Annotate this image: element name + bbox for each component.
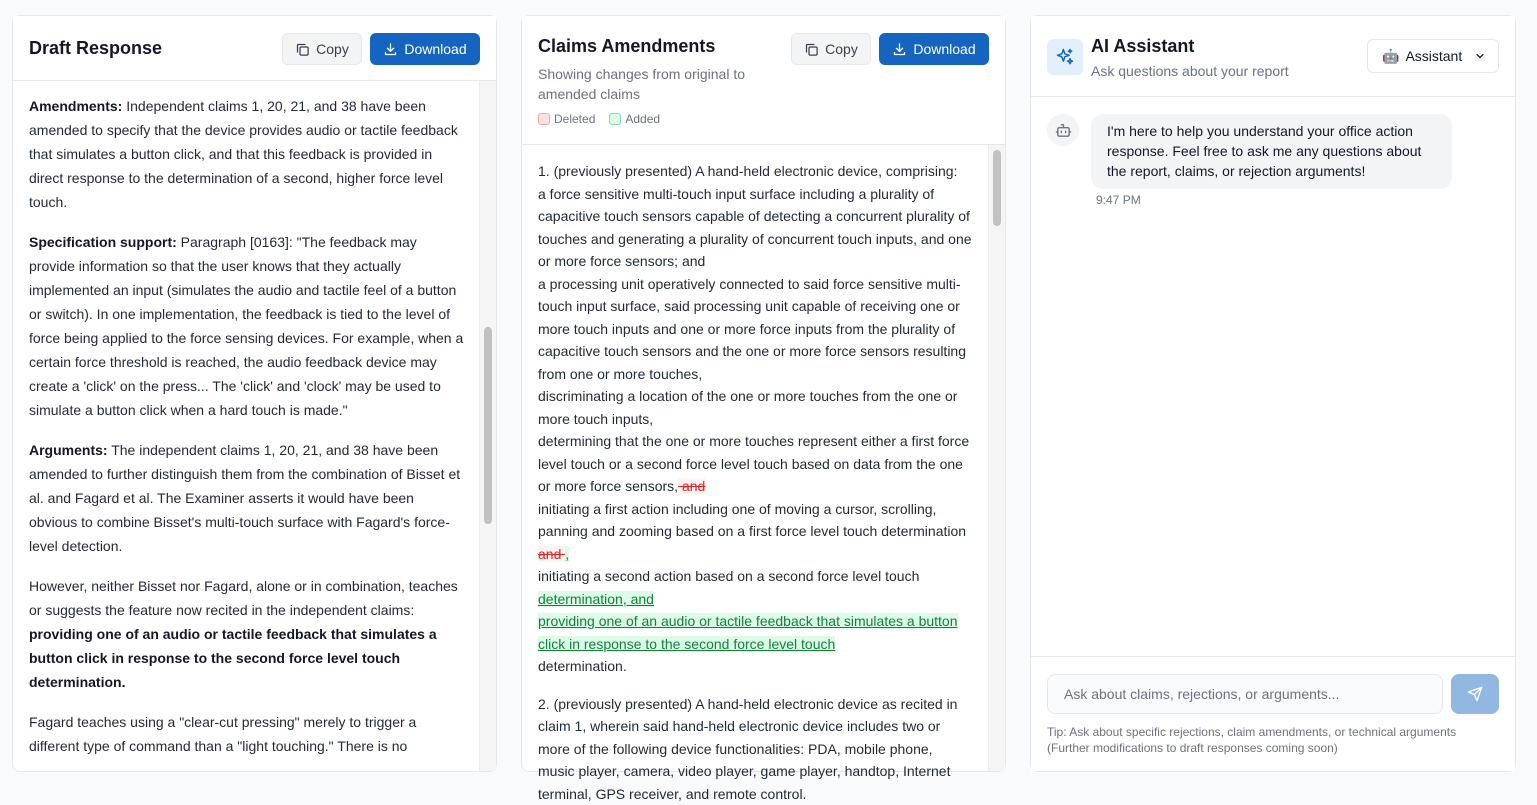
claims-amendments-subtitle: Showing changes from original to amended claims	[538, 64, 788, 104]
amendments-paragraph	[29, 94, 465, 214]
draft-scrollbar-thumb[interactable]	[484, 327, 492, 524]
claim-1-element-determining: determining that the one or more touches represent either a first force level touch or a second force level touch based on data from the one or more force sensors,	[538, 433, 969, 494]
chat-input[interactable]	[1047, 674, 1443, 714]
specification-text: Paragraph [0163]: "The feedback may provide information so that the user knows that they actually implemented an input (simulates the audio and tactile feel of a button or switch). In one implementation, the feedback is tied to the level of force being applied to the force sensing devices. For example, when a certain force threshold is reached, the audio feedback device may create a 'click' on the press... The 'click' and 'clock' may be used to simulate a button click when a hard touch is made."	[29, 234, 463, 418]
copy-icon	[295, 42, 310, 57]
claim-1	[538, 160, 972, 678]
however-paragraph	[29, 574, 465, 694]
claim-1-element-processing: a processing unit operatively connected to said force sensitive multi-touch input surface, said processing unit capable of receiving one or more touch inputs and one or more force inputs from the plurality of capacitive touch sensors and the one or more force sensors resulting from one or more touches,	[538, 276, 966, 382]
claim-1-element-discriminating: discriminating a location of the one or more touches from the one or more touch inputs,	[538, 388, 957, 427]
claims-copy-label: Copy	[825, 41, 858, 57]
ai-assistant-header	[1031, 16, 1515, 97]
fagard-paragraph	[29, 710, 465, 758]
claims-amendments-header	[522, 16, 1005, 145]
amendments-text: Independent claims 1, 20, 21, and 38 have been amended to specify that the device provides audio or tactile feedback that simulates a button click, and that this feedback is provided in direct response to the determination of a second, higher force level touch.	[29, 98, 458, 210]
arguments-label: Arguments:	[29, 442, 108, 458]
robot-emoji-icon: 🤖	[1382, 48, 1399, 65]
claims-amendments-panel	[521, 15, 1006, 772]
draft-response-content	[13, 81, 465, 758]
download-icon	[892, 42, 907, 57]
claims-scrollbar-thumb[interactable]	[993, 150, 1001, 226]
claims-content	[522, 145, 972, 805]
deleted-text: and	[678, 478, 705, 494]
assistant-message-bubble: I'm here to help you understand your office action response. Feel free to ask me any questions about the report, claims, or rejection arguments!	[1091, 114, 1452, 189]
message-timestamp: 9:47 PM	[1096, 193, 1141, 207]
amendments-label: Amendments:	[29, 98, 122, 114]
arguments-text: The independent claims 1, 20, 21, and 38 have been amended to further distinguish them from the combination of Bisset et al. and Fagard et al. The Examiner asserts it would have been obvious to combine Bisset's multi-touch surface with Fagard's force-level detection.	[29, 442, 460, 554]
deleted-text: and	[538, 546, 565, 562]
draft-response-panel	[12, 15, 497, 772]
draft-response-header	[13, 16, 496, 81]
claim-1-element-first-action: initiating a first action including one of moving a cursor, scrolling, panning and zooming based on a first force level touch determination	[538, 501, 966, 540]
claim-1-element-second-action: initiating a second action based on a second force level touch	[538, 568, 919, 584]
draft-download-label: Download	[404, 41, 466, 57]
claim-1-preamble: 1. (previously presented) A hand-held electronic device, comprising:	[538, 163, 957, 179]
draft-response-title: Draft Response	[29, 38, 162, 59]
draft-scrollbar[interactable]	[479, 81, 496, 771]
legend-added-label: Added	[625, 112, 660, 126]
added-text: providing one of an audio or tactile feedback that simulates a button click in response to the second force level touch	[538, 613, 958, 652]
however-text: However, neither Bisset nor Fagard, alone or in combination, teaches or suggests the feature now recited in the independent claims:	[29, 578, 458, 618]
added-text: determination, and	[538, 591, 654, 607]
copy-icon	[804, 42, 819, 57]
added-swatch	[609, 113, 621, 125]
claims-scrollbar[interactable]	[988, 145, 1005, 771]
legend-added	[609, 112, 660, 126]
fagard-text: Fagard teaches using a "clear-cut pressing" merely to trigger a different type of command than a "light touching." There is no	[29, 714, 416, 754]
bot-icon	[1055, 122, 1072, 139]
ai-assistant-title: AI Assistant	[1091, 36, 1194, 57]
diff-legend	[538, 112, 660, 126]
claim-1-element-surface: a force sensitive multi-touch input surface including a plurality of capacitive touch sensors capable of detecting a concurrent plurality of touches and generating a plurality of concurrent touch inputs, and one or more force sensors; and	[538, 186, 972, 270]
arguments-paragraph	[29, 438, 465, 558]
assistant-mode-select[interactable]	[1367, 39, 1499, 73]
ai-assistant-panel	[1030, 15, 1516, 772]
claims-amendments-title: Claims Amendments	[538, 36, 715, 57]
send-button[interactable]	[1451, 674, 1499, 714]
draft-copy-button[interactable]	[282, 33, 362, 65]
draft-download-button[interactable]	[370, 33, 480, 65]
chat-tip: Tip: Ask about specific rejections, claim amendments, or technical arguments (Further modifications to draft responses coming soon)	[1047, 724, 1497, 756]
claims-download-label: Download	[913, 41, 975, 57]
send-icon	[1467, 686, 1483, 702]
chevron-down-icon	[1474, 50, 1486, 62]
added-text: ,	[565, 546, 569, 562]
specification-paragraph	[29, 230, 465, 422]
claims-scroll-area[interactable]	[522, 145, 1005, 771]
assistant-mode-label: Assistant	[1405, 48, 1462, 64]
specification-label: Specification support:	[29, 234, 177, 250]
claims-download-button[interactable]	[879, 33, 989, 65]
bot-avatar	[1047, 114, 1079, 146]
draft-copy-label: Copy	[316, 41, 349, 57]
draft-response-scroll-area[interactable]	[13, 81, 496, 771]
claim-2: 2. (previously presented) A hand-held electronic device as recited in claim 1, wherein said hand-held electronic device includes two or more of the following device functionalities: PDA, mobile phone, music player, camera, video player, game player, handtop, Internet terminal, GPS receiver, and remote control.	[538, 693, 972, 805]
legend-deleted-label: Deleted	[554, 112, 595, 126]
deleted-swatch	[538, 113, 550, 125]
sparkles-icon	[1047, 39, 1083, 75]
claim-1-end: determination.	[538, 658, 627, 674]
claims-copy-button[interactable]	[791, 33, 871, 65]
download-icon	[383, 42, 398, 57]
chat-input-bar	[1031, 656, 1515, 771]
however-bold-text: providing one of an audio or tactile feedback that simulates a button click in response to the second force level touch determination.	[29, 626, 437, 690]
ai-assistant-subtitle: Ask questions about your report	[1091, 61, 1289, 81]
legend-deleted	[538, 112, 595, 126]
